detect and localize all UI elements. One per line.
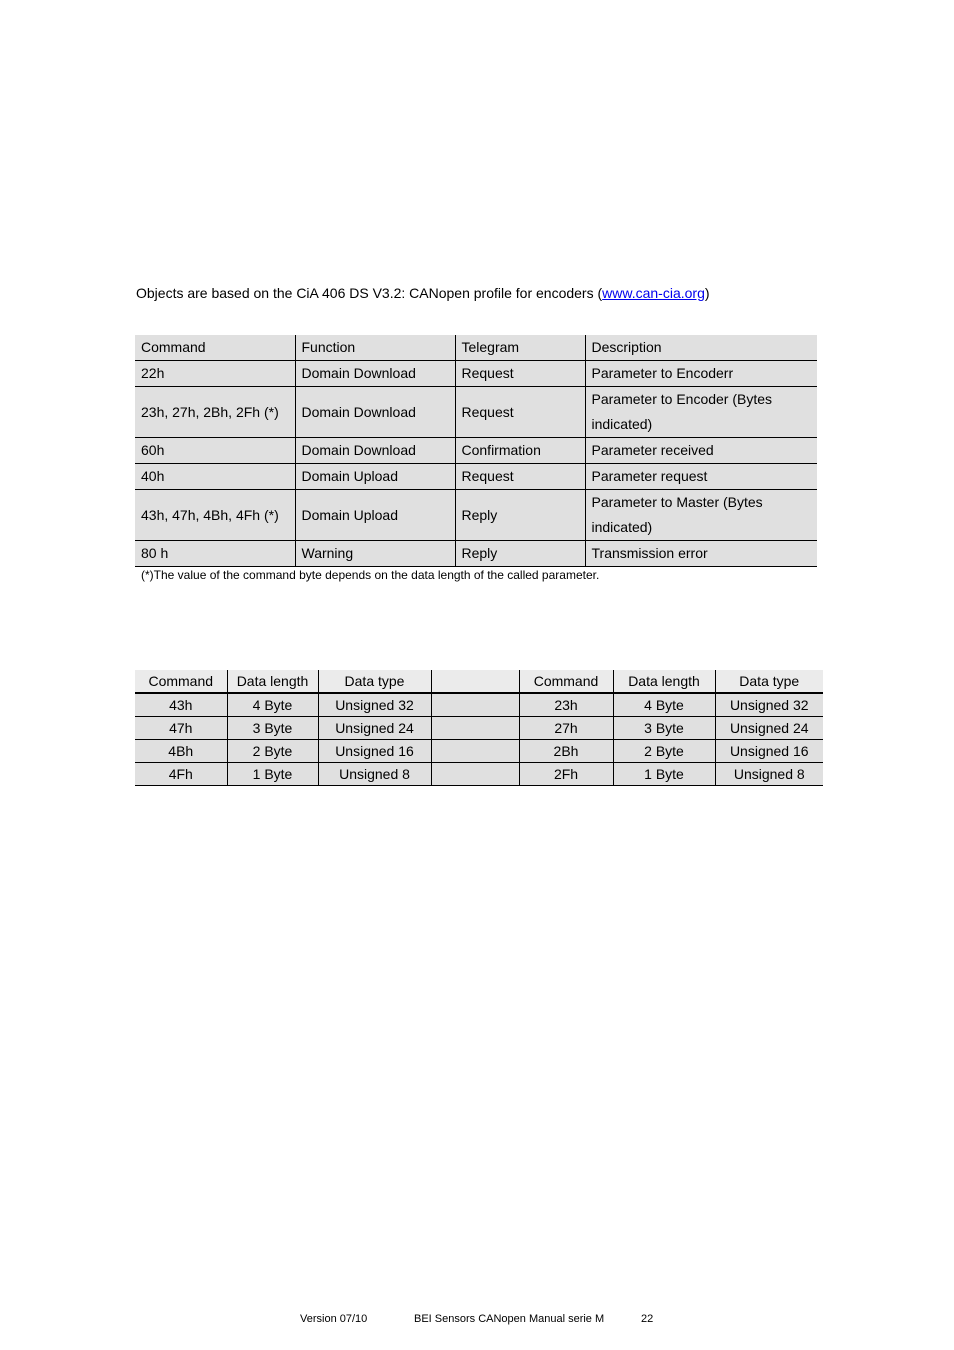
table-row (135, 464, 817, 490)
footer-title: BEI Sensors CANopen Manual serie M (414, 1313, 605, 1325)
table-row (135, 490, 817, 541)
cell-description: Parameter request (585, 464, 817, 490)
cell-telegram: Reply (455, 490, 585, 541)
cell-description: Parameter to Encoderr (585, 361, 817, 387)
cell-gap (431, 717, 519, 740)
header-gap (431, 670, 519, 693)
intro-text-end: ) (704, 285, 710, 301)
header-data-length: Data length (227, 670, 318, 693)
cell-gap (431, 763, 519, 786)
header-data-type: Data type (318, 670, 431, 693)
cell-command: 4Fh (135, 763, 227, 786)
cell-function: Domain Download (295, 438, 455, 464)
footer-version: Version 07/10 (300, 1313, 368, 1325)
cell-data-type: Unsigned 8 (318, 763, 431, 786)
header-telegram: Telegram (455, 335, 585, 361)
table-row (135, 361, 817, 387)
table-row (135, 717, 823, 740)
cell-data-length: 2 Byte (227, 740, 318, 763)
header-description: Description (585, 335, 817, 361)
cell-data-type: Unsigned 16 (715, 740, 823, 763)
table-row (135, 387, 817, 438)
cell-data-length: 2 Byte (613, 740, 715, 763)
cell-function: Domain Download (295, 361, 455, 387)
cell-command: 43h (135, 693, 227, 717)
footnote: (*)The value of the command byte depends on the data length of the called parameter. (141, 568, 600, 582)
header-command: Command (135, 335, 295, 361)
can-cia-link[interactable]: www.can-cia.org (602, 285, 705, 301)
cell-command: 23h, 27h, 2Bh, 2Fh (*) (135, 387, 295, 438)
cell-command: 23h (519, 693, 613, 717)
table-row (135, 763, 823, 786)
cell-command: 2Fh (519, 763, 613, 786)
cell-data-type: Unsigned 32 (715, 693, 823, 717)
cell-telegram: Request (455, 387, 585, 438)
cell-command: 47h (135, 717, 227, 740)
intro-paragraph (136, 284, 710, 302)
cell-telegram: Request (455, 464, 585, 490)
cell-telegram: Reply (455, 541, 585, 567)
cell-data-type: Unsigned 24 (318, 717, 431, 740)
cell-function: Domain Upload (295, 464, 455, 490)
cell-data-length: 1 Byte (613, 763, 715, 786)
table-header-row (135, 335, 817, 361)
cell-description: Parameter to Master (Bytes indicated) (585, 490, 817, 541)
cell-command: 2Bh (519, 740, 613, 763)
header-data-type: Data type (715, 670, 823, 693)
cell-data-type: Unsigned 32 (318, 693, 431, 717)
footer-page-number: 22 (641, 1313, 654, 1325)
cell-command: 22h (135, 361, 295, 387)
command-table (135, 335, 817, 567)
cell-data-length: 3 Byte (613, 717, 715, 740)
cell-command: 80 h (135, 541, 295, 567)
cell-data-type: Unsigned 8 (715, 763, 823, 786)
cell-gap (431, 693, 519, 717)
header-command: Command (519, 670, 613, 693)
cell-command: 40h (135, 464, 295, 490)
cell-function: Domain Upload (295, 490, 455, 541)
table-row (135, 438, 817, 464)
cell-data-type: Unsigned 24 (715, 717, 823, 740)
cell-telegram: Request (455, 361, 585, 387)
cell-data-length: 1 Byte (227, 763, 318, 786)
table-header-row (135, 670, 823, 693)
header-command: Command (135, 670, 227, 693)
header-data-length: Data length (613, 670, 715, 693)
data-length-table (135, 670, 823, 786)
table-row (135, 740, 823, 763)
cell-data-length: 4 Byte (613, 693, 715, 717)
cell-function: Warning (295, 541, 455, 567)
table-row (135, 541, 817, 567)
header-function: Function (295, 335, 455, 361)
intro-text: Objects are based on the CiA 406 DS V3.2: CANopen profile for encoders ( (136, 285, 603, 301)
cell-command: 43h, 47h, 4Bh, 4Fh (*) (135, 490, 295, 541)
cell-function: Domain Download (295, 387, 455, 438)
cell-data-length: 3 Byte (227, 717, 318, 740)
cell-command: 4Bh (135, 740, 227, 763)
cell-description: Parameter received (585, 438, 817, 464)
cell-telegram: Confirmation (455, 438, 585, 464)
cell-command: 60h (135, 438, 295, 464)
cell-description: Transmission error (585, 541, 817, 567)
cell-gap (431, 740, 519, 763)
cell-data-type: Unsigned 16 (318, 740, 431, 763)
cell-description: Parameter to Encoder (Bytes indicated) (585, 387, 817, 438)
cell-command: 27h (519, 717, 613, 740)
table-row (135, 693, 823, 717)
cell-data-length: 4 Byte (227, 693, 318, 717)
